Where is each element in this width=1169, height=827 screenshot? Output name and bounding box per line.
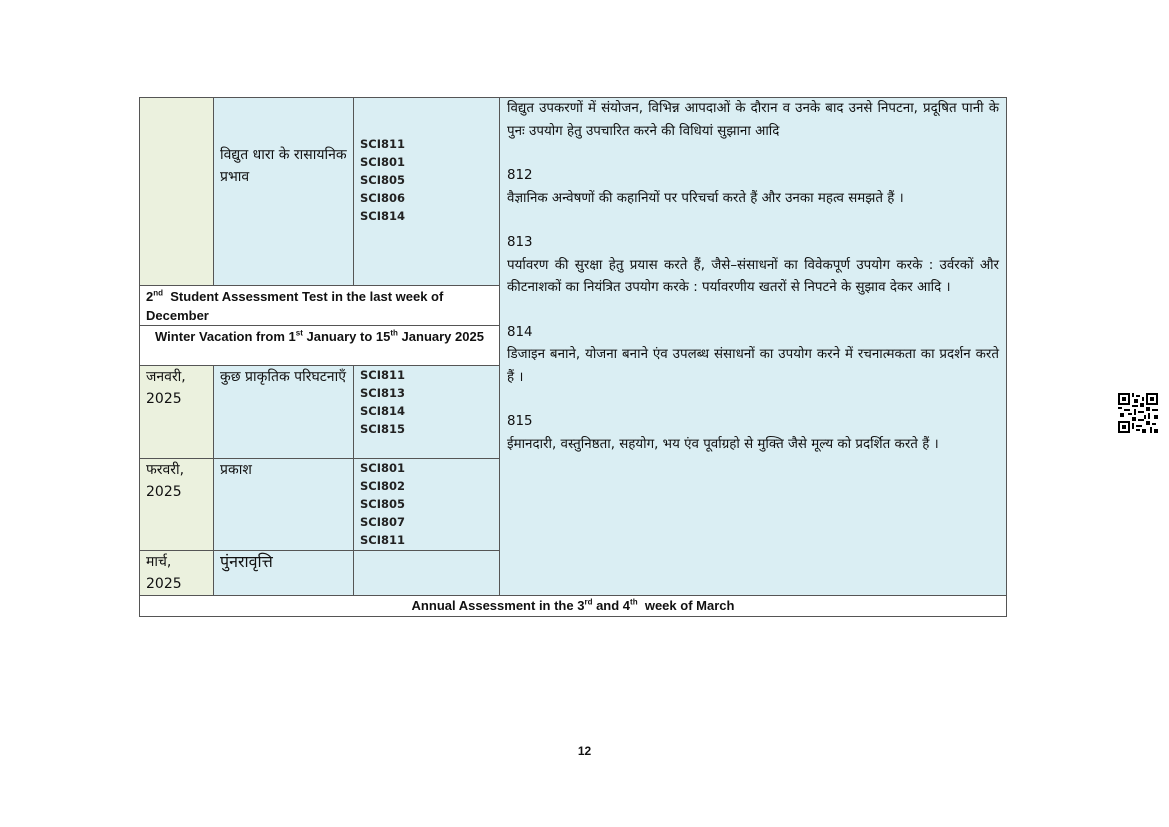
table-row (140, 98, 1007, 286)
banner-ordinal-suffix: nd (153, 288, 164, 298)
banner-text: Student Assessment Test in the last week of December (146, 289, 444, 323)
learning-outcomes-cell (500, 98, 1007, 596)
outcome-text: पर्यावरण की सुरक्षा हेतु प्रयास करते हैं, जैसे–संसाधनों का विवेकपूर्ण उपयोग करके : उर्वरकों और कीटनाशकों का नियंत्रित उपयोग करके : पर्यावरणीय खतरों से निपटने के सुझाव देकर आदि । (507, 257, 999, 295)
banner-ordinal: 2 (146, 289, 154, 304)
codes-cell (354, 98, 500, 286)
outcome-text: डिजाइन बनाने, योजना बनाने एंव उपलब्ध संसाधनों का उपयोग करने में रचनात्मकता का प्रदर्शन करते हैं । (507, 347, 999, 385)
banner-sup: th (630, 597, 638, 607)
code-item: SCI801 (360, 155, 406, 169)
outcome-code: 813 (507, 235, 533, 250)
outcome-code: 814 (507, 324, 533, 340)
banner-middle: January to 15 (306, 329, 391, 344)
banner-suffix: week of March (644, 598, 735, 613)
code-item: SCI805 (360, 173, 406, 187)
table-row (140, 596, 1007, 617)
code-item: SCI807 (360, 515, 406, 529)
topic-cell: पुंनरावृत्ति (214, 551, 354, 596)
code-item: SCI811 (360, 368, 406, 382)
codes-cell (354, 551, 500, 596)
outcome-text: ईमानदारी, वस्तुनिष्ठता, सहयोग, भय एंव पूर्वाग्रहो से मुक्ति जैसे मूल्य को प्रदर्शित करते हैं । (507, 436, 939, 452)
banner-sup: th (390, 328, 398, 338)
banner-sup: rd (584, 597, 593, 607)
annual-assessment-banner (140, 596, 1007, 617)
code-item: SCI811 (360, 137, 406, 151)
assessment-test-banner (140, 286, 500, 326)
topic-cell: विद्युत धारा के रासायनिक प्रभाव (214, 98, 354, 286)
outcome-code: 815 (507, 414, 533, 429)
page-number: 12 (577, 744, 592, 758)
month-cell: फरवरी, 2025 (140, 459, 214, 551)
curriculum-table (139, 97, 1007, 617)
topic-cell: कुछ प्राकृतिक परिघटनाएँ (214, 366, 354, 459)
codes-cell (354, 459, 500, 551)
banner-prefix: Winter Vacation from 1 (155, 329, 296, 344)
banner-middle: and 4 (596, 598, 631, 613)
code-item: SCI813 (360, 386, 406, 400)
code-item: SCI801 (360, 461, 406, 475)
topic-cell: प्रकाश (214, 459, 354, 551)
code-item: SCI814 (360, 209, 406, 223)
code-item: SCI814 (360, 404, 406, 418)
outcome-code: 812 (507, 168, 533, 183)
qr-code-icon (1118, 393, 1158, 433)
code-item: SCI805 (360, 497, 406, 511)
month-cell: मार्च, 2025 (140, 551, 214, 596)
codes-cell (354, 366, 500, 459)
banner-sup: st (295, 328, 303, 338)
code-item: SCI811 (360, 533, 406, 547)
code-item: SCI802 (360, 479, 406, 493)
outcome-text: वैज्ञानिक अन्वेषणों की कहानियों पर परिचर्चा करते हैं और उनका महत्व समझते हैं । (507, 190, 904, 206)
code-item: SCI806 (360, 191, 406, 205)
banner-suffix: January 2025 (401, 329, 484, 344)
winter-vacation-banner (140, 326, 500, 366)
month-cell: जनवरी, 2025 (140, 366, 214, 459)
banner-prefix: Annual Assessment in the 3 (411, 598, 585, 613)
outcome-intro: विद्युत उपकरणों में संयोजन, विभिन्न आपदाओं के दौरान व उनके बाद उनसे निपटना, प्रदूषित पानी के पुनः उपयोग हेतु उपचारित करने की विधियां सुझाना आदि (507, 101, 999, 139)
code-item: SCI815 (360, 422, 406, 436)
month-cell (140, 98, 214, 286)
